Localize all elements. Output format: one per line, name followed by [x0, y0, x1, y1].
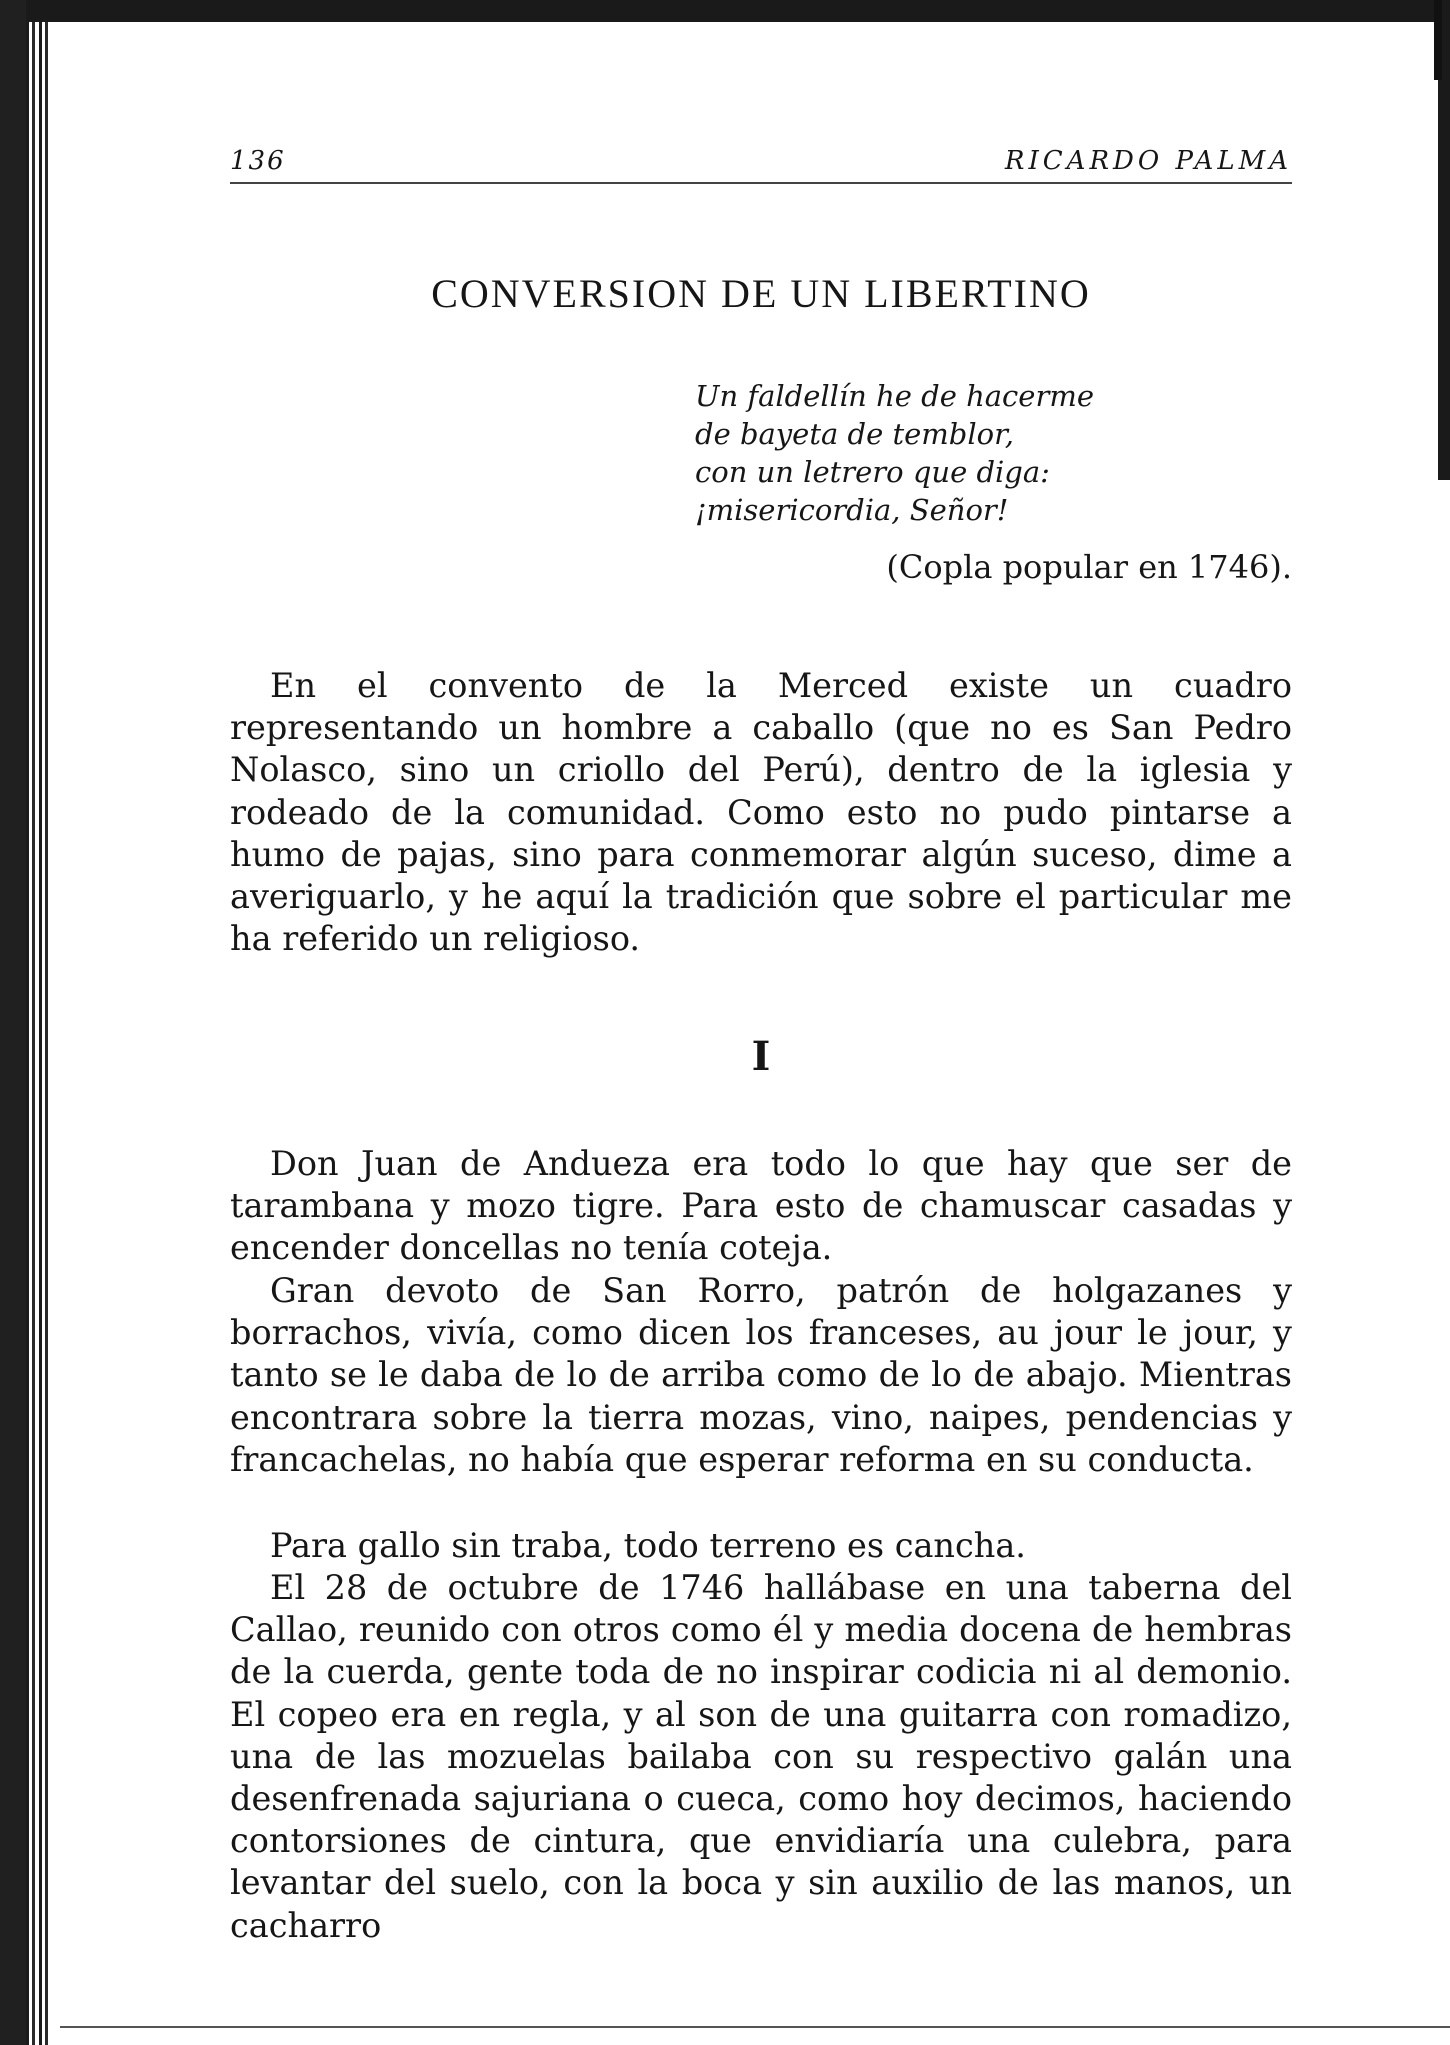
scan-border-top: [28, 0, 1450, 22]
paragraph: Gran devoto de San Rorro, patrón de holgazanes y borrachos, vivía, como dicen los franceses, au jour le jour, y tanto se le daba de lo de arriba como de lo de abajo. Mientras encontrara sobre la tierra mozas, vino, naipes, pendencias y francachelas, no había que esperar reforma en su conducta.: [230, 1271, 1292, 1479]
epigraph-line: con un letrero que diga:: [695, 455, 1050, 489]
chapter-title: CONVERSION DE UN LIBERTINO: [431, 271, 1091, 316]
scan-border-right: [1438, 20, 1450, 480]
scan-border-right-corner: [1434, 0, 1442, 80]
epigraph-attribution: (Copla popular en 1746).: [886, 548, 1292, 586]
epigraph-line: Un faldellín he de hacerme: [695, 379, 1094, 413]
epigraph: [695, 377, 1094, 529]
intro-paragraph: En el convento de la Merced existe un cuadro representando un hombre a caballo (que no es San Pedro Nolasco, sino un criollo del Perú), dentro de la iglesia y rodeado de la comunidad. Como esto no pudo pintarse a humo de pajas, sino para conmemorar algún suceso, dime a averiguarlo, y he aquí la tradición que sobre el particular me ha referido un religioso.: [230, 666, 1292, 959]
scan-shadow-left: [0, 0, 26, 2045]
scan-border-bottom: [60, 2026, 1450, 2028]
paragraph: Don Juan de Andueza era todo lo que hay que ser de tarambana y mozo tigre. Para esto de chamuscar casadas y encender doncellas no tenía coteja.: [230, 1144, 1292, 1268]
paragraph: Para gallo sin traba, todo terreno es cancha.: [270, 1526, 1026, 1565]
running-title: RICARDO PALMA: [1004, 146, 1292, 176]
page-number: 136: [230, 146, 286, 176]
section-heading: I: [751, 1033, 771, 1080]
book-page: [230, 140, 1292, 1945]
running-head: [230, 140, 1292, 184]
epigraph-line: de bayeta de temblor,: [695, 417, 1014, 451]
paragraph: El 28 de octubre de 1746 hallábase en una taberna del Callao, reunido con otros como él y media docena de hembras de la cuerda, gente toda de no inspirar codicia ni al demonio. El copeo era en regla, y al son de una guitarra con romadizo, una de las mozuelas bailaba con su respectivo galán una desenfrenada sajuriana o cueca, como hoy decimos, haciendo contorsiones de cintura, que envidiaría una culebra, para levantar del suelo, con la boca y sin auxilio de las manos, un cacharro: [230, 1568, 1292, 1945]
epigraph-line: ¡misericordia, Señor!: [695, 493, 1009, 527]
